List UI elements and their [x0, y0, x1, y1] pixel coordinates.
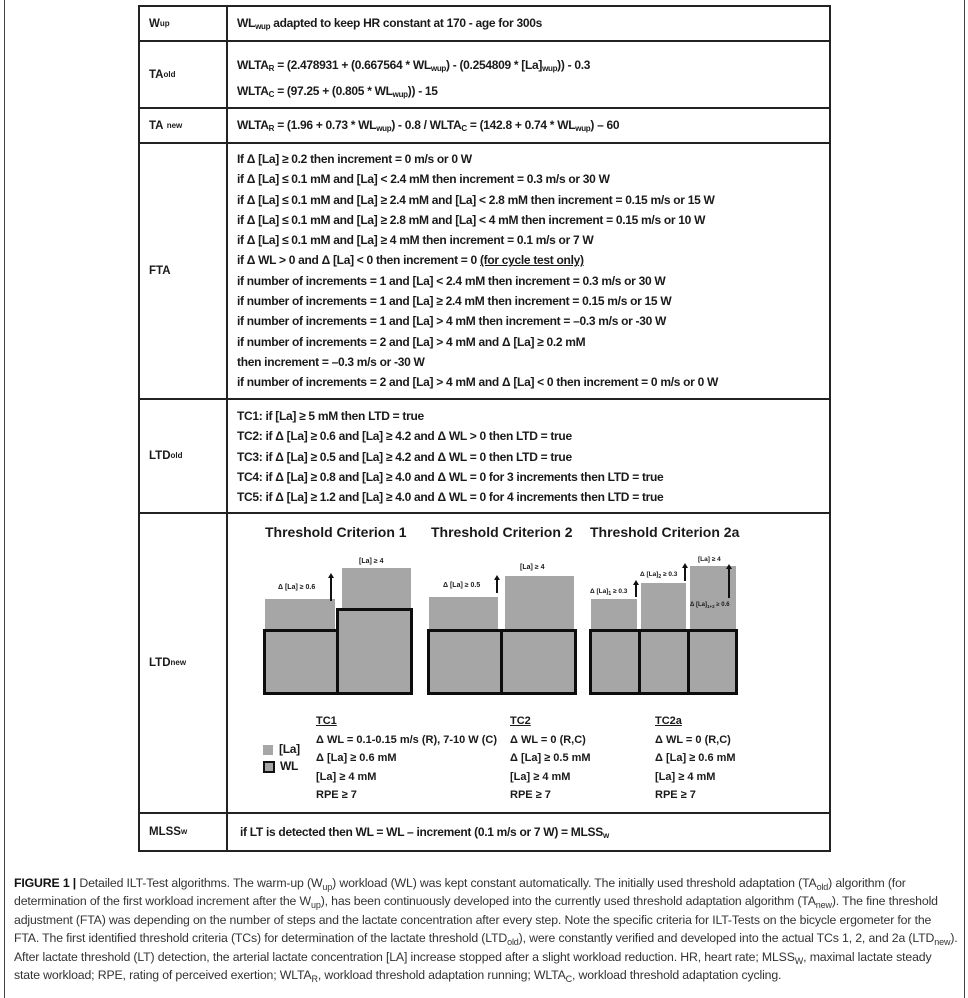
ltd-old-criterion: TC4: if Δ [La] ≥ 0.8 and [La] ≥ 4.0 and Δ WL = 0 for 3 increments then LTD = true	[237, 469, 664, 484]
tc2a-delta1-label: Δ $[La]_1 \ge 0.3$	[590, 588, 628, 597]
tc2a-delta2-label: Δ $[La]_2 \ge 0.3$	[640, 571, 678, 580]
legend-wl: WL	[263, 759, 298, 773]
tc2a-wl-box-3	[687, 629, 738, 695]
tc2a-up-arrow-3-icon	[728, 568, 730, 598]
ltd-old-criterion: TC1: if [La] ≥ 5 mM then LTD = true	[237, 409, 424, 423]
ltd-old-criterion: TC2: if Δ [La] ≥ 0.6 and [La] ≥ 4.2 and Δ WL > 0 then LTD = true	[237, 429, 572, 444]
tc2-delta-label: Δ [La] ≥ 0.5	[443, 582, 481, 589]
tc2a-wl-box-1	[589, 629, 641, 695]
fta-rule: if number of increments = 1 and [La] < 2.4 mM then increment = 0.3 m/s or 30 W	[237, 273, 666, 288]
tc2-wl-box-1	[427, 629, 503, 695]
row-content-ta-new	[228, 109, 829, 142]
tc2-up-arrow-icon	[496, 579, 498, 593]
formula-line: $WL_{wup}$ adapted to keep HR constant at 170 - age for 300s	[237, 16, 542, 32]
la-swatch-icon	[263, 745, 273, 755]
tc2a-up-arrow-1-icon	[635, 584, 637, 597]
fta-rule: if number of increments = 1 and [La] ≥ 2.4 mM then increment = 0.15 m/s or 15 W	[237, 294, 672, 309]
row-label-ltd-old: LTD old	[140, 400, 228, 512]
tc1-la-label: [La] ≥ 4	[359, 558, 384, 565]
threshold-diagram	[228, 514, 829, 812]
row-ltd-new	[140, 514, 829, 814]
row-label-ltd-new: LTD new	[140, 514, 228, 812]
row-ltd-old	[140, 400, 829, 514]
row-content-ta-old	[228, 42, 829, 107]
ltd-old-criterion: TC5: if Δ [La] ≥ 1.2 and [La] ≥ 4.0 and Δ WL = 0 for 4 increments then LTD = true	[237, 490, 664, 505]
tc1-wl-box-1	[263, 629, 339, 695]
tc1-wl-box-2	[336, 608, 413, 695]
tc1-delta-label: Δ [La] ≥ 0.6	[278, 584, 316, 591]
fta-rule: if number of increments = 2 and [La] > 4 mM and Δ [La] ≥ 0.2 mM	[237, 334, 586, 349]
algorithm-table	[138, 5, 831, 852]
row-content-warmup	[228, 7, 829, 40]
row-ta-new	[140, 109, 829, 144]
row-mlss	[140, 814, 829, 850]
tc2a-la-bar-2	[641, 583, 686, 633]
tc2a-delta12-label: Δ $[La]_{1+2} \ge 0.6$	[690, 602, 730, 609]
fta-rule: then increment = –0.3 m/s or -30 W	[237, 354, 425, 369]
fta-rule: if Δ [La] ≤ 0.1 mM and [La] ≥ 4 mM then increment = 0.1 m/s or 7 W	[237, 233, 594, 248]
tc1-la-bar-2	[342, 568, 411, 613]
tc2-la-bar-2	[505, 576, 574, 636]
row-label-warmup: W up	[140, 7, 228, 40]
legend-la: [La]	[263, 742, 300, 756]
tc2-wl-box-2	[500, 629, 577, 695]
fta-rule: if Δ [La] ≤ 0.1 mM and [La] < 2.4 mM then increment = 0.3 m/s or 30 W	[237, 172, 610, 187]
row-warmup	[140, 7, 829, 42]
row-label-mlss: MLSS w	[140, 814, 228, 850]
criteria-tc1: TC1 Δ WL = 0.1-0.15 m/s (R), 7-10 W (C) Δ [La] ≥ 0.6 mM [La] ≥ 4 mM RPE ≥ 7	[316, 715, 497, 802]
row-label-fta: FTA	[140, 144, 228, 398]
diagram-canvas	[228, 514, 829, 812]
tc2-la-label: [La] ≥ 4	[520, 564, 545, 571]
fta-rule: if Δ [La] ≤ 0.1 mM and [La] ≥ 2.8 mM and [La] < 4 mM then increment = 0.15 m/s or 10 W	[237, 212, 706, 227]
criteria-tc2: TC2 Δ WL = 0 (R,C) Δ [La] ≥ 0.5 mM [La] ≥ 4 mM RPE ≥ 7	[510, 715, 591, 802]
formula-ta-new: $WLTA_R = (1.96 + 0.73 * WL_{wup}) - 0.8$ / $WLTA_C = (142.8 + 0.74 * WL_{wup}) - 60$	[237, 118, 620, 134]
figure-caption: FIGURE 1 | Detailed ILT-Test algorithms. The warm-up $(W_{up})$ workload (WL) was kept constant automatically. The initially used threshold adaptation $(TA_{old})$ algorithm (for determination of the first workload increment after the $W_{up}$), has been continuously developed into the currently used threshold adaptation algorithm $(TA_{new})$. The fine threshold adjustment (FTA) was depending on the number of steps and the lactate concentration after every step. Note the specific criteria for ILT-Tests on the bicycle ergometer for the FTA. The first identified threshold criteria (TCs) for determination of the lactate threshold $(LTD_{old})$, were constantly verified and developed into the actual TCs 1, 2, and 2a $(LTD_{new})$. After lactate threshold (LT) detection, the arterial lactate concentration [LA] increase stopped after a slight workload reduction. HR, heart rate; $MLSS_W$, maximal lactate steady state workload; RPE, rating of perceived exertion; $WLTA_R$, workload threshold adaptation running; $WLTA_C$, workload threshold adaptation cycling.	[14, 876, 958, 985]
title-tc2: Threshold Criterion 2	[431, 524, 573, 540]
row-content-ltd-old	[228, 400, 829, 512]
fta-rule: If Δ [La] ≥ 0.2 then increment = 0 m/s or 0 W	[237, 152, 472, 166]
ltd-old-criterion: TC3: if Δ [La] ≥ 0.5 and [La] ≥ 4.2 and Δ WL = 0 then LTD = true	[237, 449, 572, 464]
tc1-up-arrow-icon	[330, 577, 332, 601]
fta-rule: if number of increments = 2 and [La] > 4 mM and Δ [La] < 0 then increment = 0 m/s or 0 W	[237, 375, 719, 390]
title-tc2a: Threshold Criterion 2a	[590, 524, 740, 540]
mlss-rule: if LT is detected then WL = WL – increment (0.1 m/s or 7 $W) = MLSS_w$	[240, 824, 609, 840]
formula-wltac-old: $WLTA_C = (97.25 + (0.805 * WL_{wup})) - 15$	[237, 84, 438, 100]
fta-rule: if Δ [La] ≤ 0.1 mM and [La] ≥ 2.4 mM and [La] < 2.8 mM then increment = 0.15 m/s or 15 W	[237, 192, 715, 207]
row-ta-old	[140, 42, 829, 109]
figure-label: FIGURE 1 |	[14, 876, 77, 890]
criteria-tc2a: TC2a Δ WL = 0 (R,C) Δ [La] ≥ 0.6 mM [La] ≥ 4 mM RPE ≥ 7	[655, 715, 736, 802]
tc2a-wl-box-2	[638, 629, 690, 695]
cycle-only-note: (for cycle test only)	[479, 253, 584, 268]
row-content-fta	[228, 144, 829, 398]
title-tc1: Threshold Criterion 1	[265, 524, 407, 540]
fta-rule: if number of increments = 1 and [La] > 4 mM then increment = –0.3 m/s or -30 W	[237, 314, 667, 329]
wl-swatch-icon	[263, 761, 275, 773]
tc2a-up-arrow-2-icon	[684, 567, 686, 581]
formula-wltar-old: $WLTA_R = (2.478931 + (0.667564 * WL_{wup}) - (0.254809 * [La]_{wup})) - 0.3$	[237, 58, 591, 73]
fta-rule-cycle: if Δ WL > 0 and Δ [La] < 0 then increment = 0 (for cycle test only)	[237, 253, 584, 268]
row-content-mlss	[228, 814, 829, 850]
row-label-ta-new: TA new	[140, 109, 228, 142]
tc2a-la-label: [La] ≥ 4	[698, 556, 721, 563]
row-fta	[140, 144, 829, 400]
row-label-ta-old: TA old	[140, 42, 228, 107]
